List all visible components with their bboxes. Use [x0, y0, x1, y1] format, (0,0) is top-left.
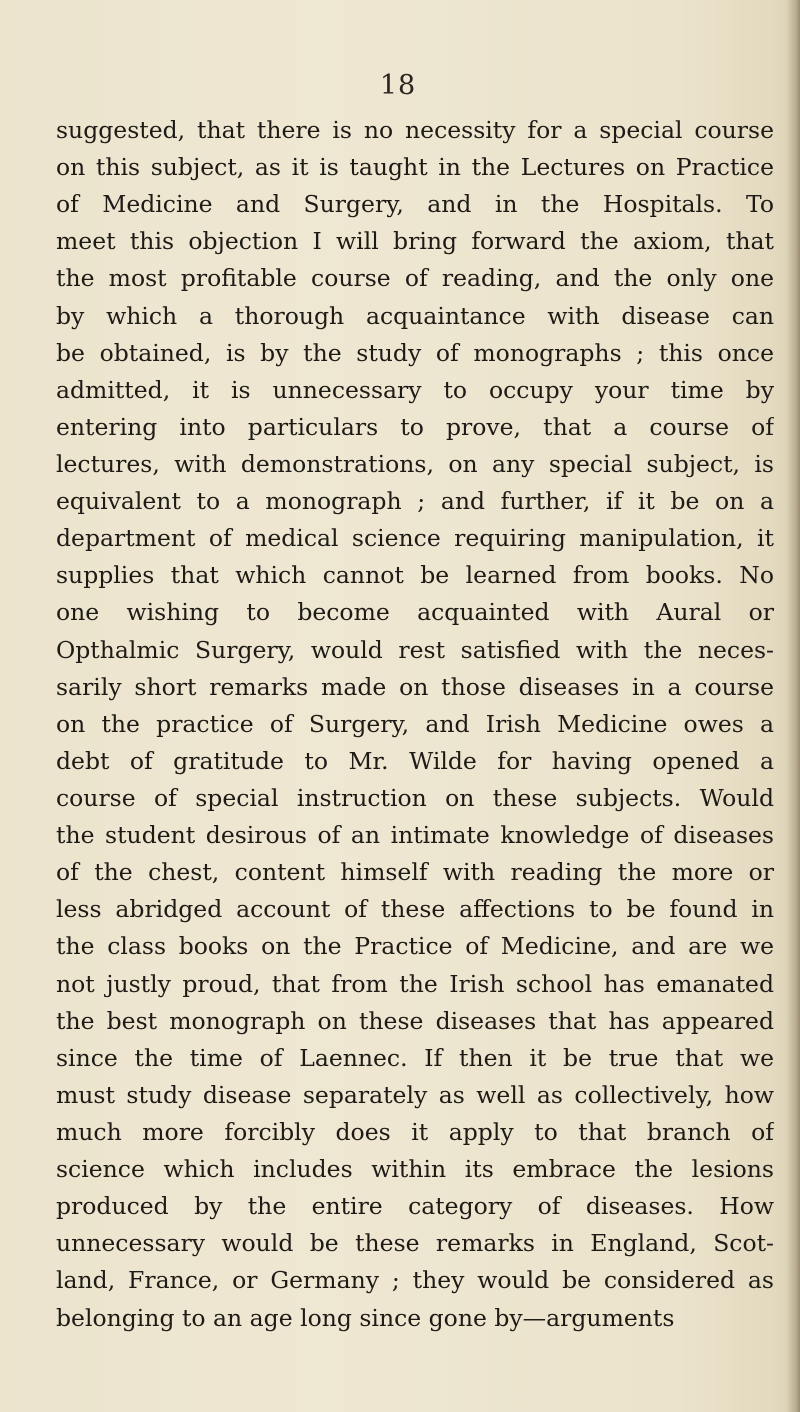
text-line: much more forcibly does it apply to that branch of — [56, 1117, 774, 1146]
body-text — [56, 112, 774, 1337]
page-number: 18 — [379, 70, 417, 101]
text-line: one wishing to become acquainted with Aural or — [56, 598, 774, 627]
text-line: produced by the entire category of diseases. How — [56, 1192, 774, 1221]
text-line: be obtained, is by the study of monographs ; this once — [56, 338, 774, 367]
text-line: admitted, it is unnecessary to occupy your time by — [56, 375, 774, 404]
text-line: by which a thorough acquaintance with disease can — [56, 301, 774, 330]
text-line: belonging to an age long since gone by—arguments — [56, 1303, 675, 1332]
text-line: course of special instruction on these subjects. Would — [56, 783, 774, 812]
text-line: not justly proud, that from the Irish school has emanated — [56, 969, 774, 998]
text-line: of Medicine and Surgery, and in the Hospitals. To — [56, 190, 774, 219]
text-line: suggested, that there is no necessity for a special course — [56, 116, 774, 144]
text-line: the class books on the Practice of Medicine, and are we — [56, 932, 774, 961]
text-line: entering into particulars to prove, that a course of — [56, 412, 774, 441]
text-line: department of medical science requiring manipulation, it — [56, 524, 774, 553]
page-edge-shadow — [786, 0, 800, 1412]
text-line: land, France, or Germany ; they would be considered as — [56, 1266, 774, 1295]
text-line: unnecessary would be these remarks in England, Scot- — [56, 1229, 774, 1258]
text-line: the student desirous of an intimate knowledge of diseases — [56, 821, 774, 850]
text-line: lectures, with demonstrations, on any special subject, is — [56, 449, 774, 478]
text-line: Opthalmic Surgery, would rest satisfied with the neces- — [56, 635, 774, 664]
text-line: sarily short remarks made on those diseases in a course — [56, 672, 774, 701]
text-line: equivalent to a monograph ; and further, if it be on a — [56, 487, 774, 516]
text-line: of the chest, content himself with reading the more or — [56, 858, 774, 887]
text-line: debt of gratitude to Mr. Wilde for having opened a — [56, 746, 774, 775]
text-line: on the practice of Surgery, and Irish Medicine owes a — [56, 709, 774, 738]
text-line: meet this objection I will bring forward the axiom, that — [56, 227, 774, 256]
text-line: the most profitable course of reading, and the only one — [56, 264, 774, 293]
text-line: science which includes within its embrace the lesions — [56, 1155, 774, 1184]
text-line: the best monograph on these diseases that has appeared — [56, 1006, 774, 1035]
text-line: less abridged account of these affections to be found in — [56, 895, 774, 924]
text-line: must study disease separately as well as collectively, how — [56, 1080, 774, 1109]
text-line: on this subject, as it is taught in the Lectures on Practice — [56, 153, 774, 182]
text-line: since the time of Laennec. If then it be true that we — [56, 1043, 774, 1072]
text-line: supplies that which cannot be learned from books. No — [56, 561, 774, 590]
